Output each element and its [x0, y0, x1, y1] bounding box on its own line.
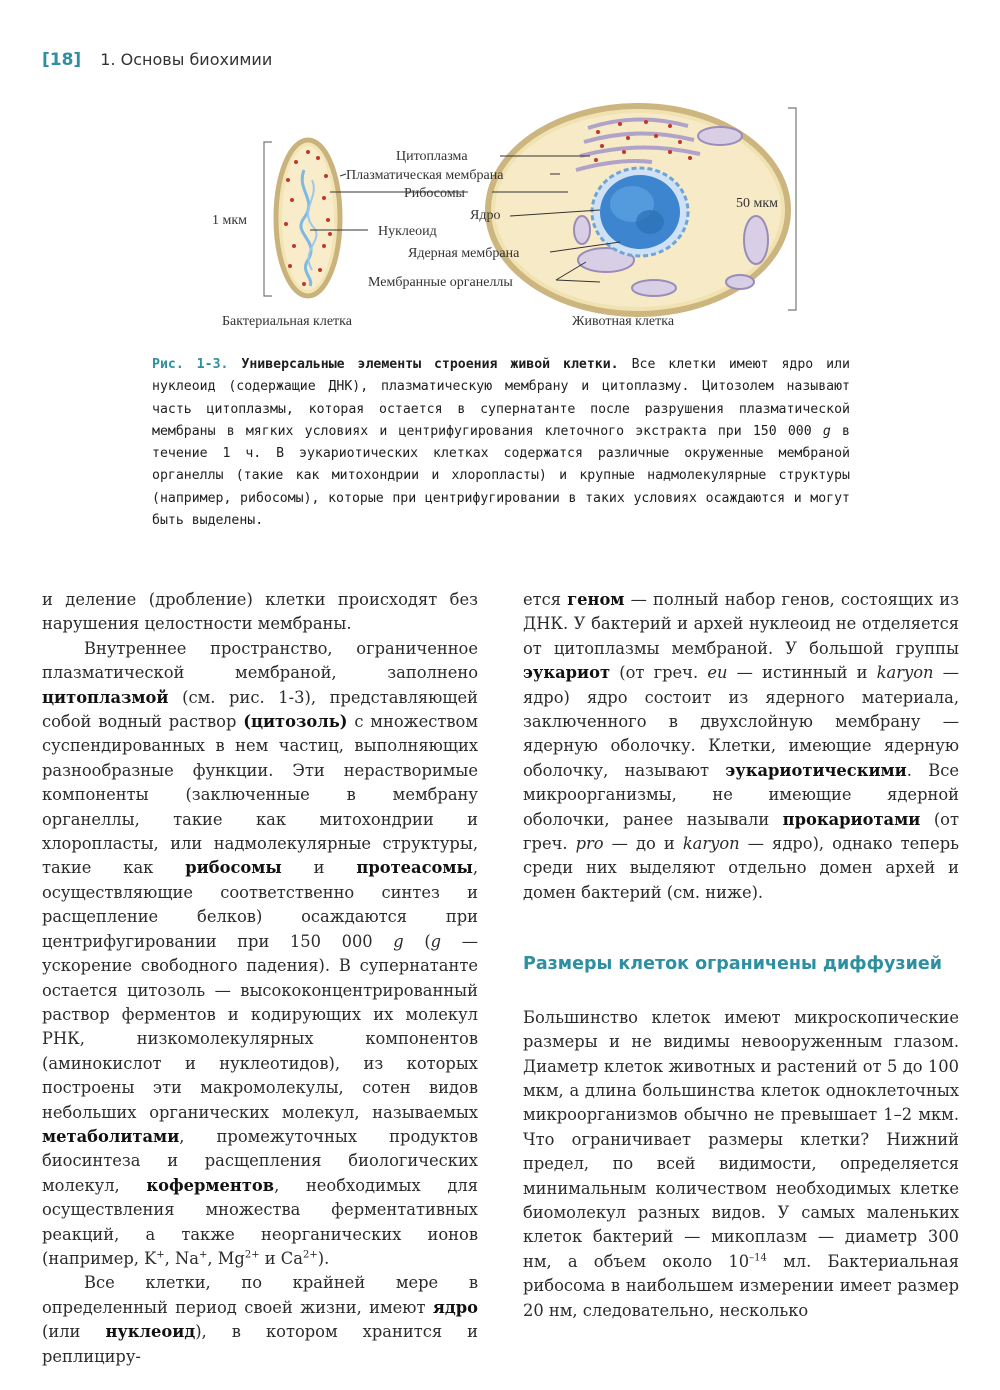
caption-text: Все клетки имеют ядро или нуклеоид (содержащие ДНК), плазматическую мембрану и цитоплазму. Цитозолем называют часть цитоплазмы, которая остается в супернатанте после разрушения плазматической мембраны в мягких условиях и центрифугирования клеточного экстракта при 150 000	[152, 357, 850, 439]
scale-animal: 50 мкм	[736, 196, 779, 211]
term-metabolites: метаболитами	[42, 1126, 180, 1146]
caption-label: Рис. 1-3.	[152, 357, 229, 372]
paragraph: Большинство клеток имеют микроскопические размеры и не видимы невооруженным глазом. Диаметр клеток животных и растений от 5 до 100 мкм, а длина большинства клеток одноклеточных микроорганизмов обычно не превышает 1–2 мкм. Что ограничивает размеры клетки? Нижний предел, по всей видимости, определяется минимальным количеством необходимых клетке биомолекул разных видов. У самых маленьких клеток бактерий — микоплазм — диаметр 300 нм, а объем около $10^{-14}$ мл. Бактериальная рибосома в наибольшем измерении имеет размер 20 нм, следовательно, несколько	[523, 1007, 959, 1320]
animal-cell-caption: Животная клетка	[572, 314, 675, 329]
chapter-title: 1. Основы биохимии	[100, 50, 273, 69]
term-genome: геном	[567, 590, 625, 609]
label-nucleoid: Нуклеоид	[378, 224, 437, 239]
term-ribosomes: рибосомы	[185, 858, 282, 878]
term-nucleus: ядро	[432, 1297, 478, 1317]
paragraph: Все клетки, по крайней мере в определенный период своей жизни, имеют ядро (или нуклеоид), в котором хранится и реплициру-	[42, 1273, 478, 1366]
term-proteasomes: протеасомы	[356, 858, 473, 878]
bacterial-scale-bracket	[264, 142, 272, 296]
term-eukaryotes: эукариот	[523, 663, 611, 683]
mitochondrion-icon	[698, 127, 742, 145]
paragraph: и деление (дробление) клетки происходят без нарушения целостности мембраны.	[42, 590, 478, 634]
term-coenzymes: коферментов	[146, 1175, 275, 1195]
figure-caption	[152, 354, 850, 532]
left-column	[42, 588, 478, 1369]
cell-figure	[200, 100, 800, 340]
term-eukaryotic: эукариотическими	[725, 760, 907, 780]
page-number: [18]	[42, 50, 82, 70]
caption-text-2: в течение 1 ч. В эукариотических клетках содержатся различные окруженные мембраной органеллы (такие как митохондрии и хлоропласты) и крупные надмолекулярные структуры (например, рибосомы), которые при центрифугировании в таких условиях осаждаются и могут быть выделены.	[152, 423, 850, 529]
label-nuclear-membrane: Ядерная мембрана	[408, 246, 520, 261]
label-nucleus: Ядро	[470, 208, 501, 223]
term-cytoplasm: цитоплазмой	[42, 687, 169, 707]
cell-diagram	[200, 100, 800, 340]
term-prokaryotes: прокариотами	[782, 809, 921, 829]
right-column	[523, 588, 959, 1323]
caption-title: Универсальные элементы строения живой клетки.	[241, 357, 619, 372]
bacterial-cell-caption: Бактериальная клетка	[222, 314, 352, 329]
term-cytosol: (цитозоль)	[243, 712, 348, 732]
label-cytoplasm: Цитоплазма	[396, 149, 468, 164]
caption-g: g	[822, 423, 831, 439]
scale-bacterial: 1 мкм	[212, 213, 248, 228]
term-nucleoid: нуклеоид	[105, 1322, 196, 1342]
label-plasma-membrane: Плазматическая мембрана	[346, 168, 504, 183]
section-heading: Размеры клеток ограничены диффузией	[523, 954, 942, 975]
page-header	[42, 50, 272, 70]
paragraph: Внутреннее пространство, ограниченное плазматической мембраной, заполнено цитоплазмой (см. рис. 1-3), представляющей собой водный раствор (цитозоль) с множеством суспендированных в нем частиц, выполняющих разнообразные функции. Эти нерастворимые компоненты (заключенные в мембрану органеллы, такие как митохондрии и хлоропласты, или надмолекулярные структуры, такие как рибосомы и протеасомы, осуществляющие соответственно синтез и расщепление белков) осаждаются при центрифугировании при 150 000 g (g — ускорение свободного падения). В супернатанте остается цитозоль — высококонцентрированный раствор ферментов и кодирующих их молекул РНК, низкомолекулярных компонентов (аминокислот и нуклеотидов), из которых построены эти макромолекулы, сотен видов небольших органических молекул, называемых метаболитами, промежуточных продуктов биосинтеза и расщепления биологических молекул, коферментов, необходимых для осуществления множества ферментативных реакций, а также неорганических ионов (например, K+, Na+, $Mg^{2+}$ и $Ca^{2+}$).	[42, 638, 478, 1268]
label-organelles: Мембранные органеллы	[368, 275, 513, 290]
paragraph: ется геном — полный набор генов, состоящих из ДНК. У бактерий и архей нуклеоид не отделяется от цитоплазмы мембраной. У большой группы эукариот (от греч. eu — истинный и karyon — ядро) ядро состоит из ядерного материала, заключенного в двухслойную мембрану — ядерную оболочку. Клетки, имеющие ядерную оболочку, называют эукариотическими. Все микроорганизмы, не имеющие ядерной оболочки, ранее называли прокариотами (от греч. pro — до и karyon — ядро), однако теперь среди них выделяют отдельно домен архей и домен бактерий (см. ниже).	[523, 590, 959, 902]
label-ribosomes: Рибосомы	[404, 186, 465, 201]
